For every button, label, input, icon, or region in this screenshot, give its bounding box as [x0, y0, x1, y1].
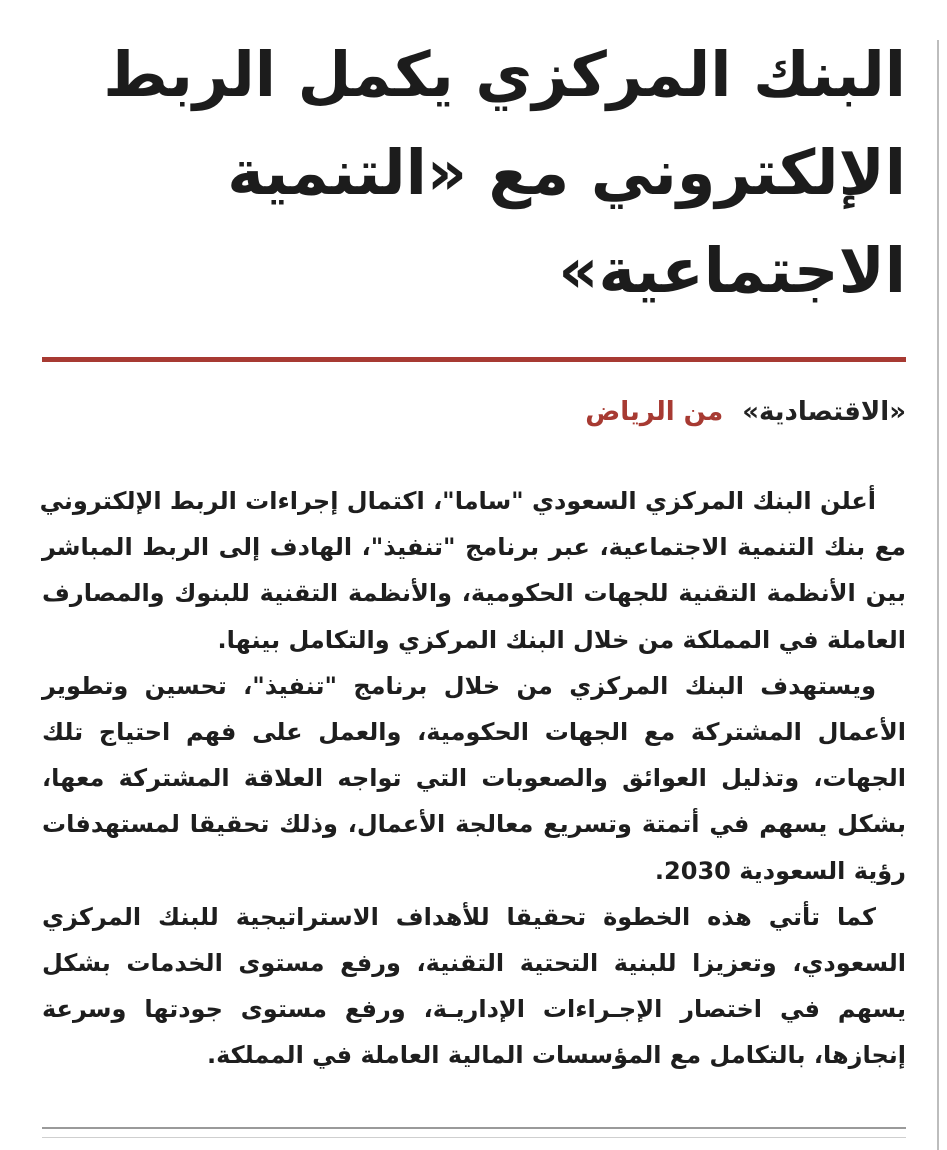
footer-divider-thin — [42, 1137, 906, 1138]
paragraph-line: السعودي، وتعزيزا للبنية التحتية التقنية، ورفع مستوى الخدمات بشكل — [42, 949, 906, 978]
paragraph-line: مع بنك التنمية الاجتماعية، عبر برنامج "تنفيذ"، الهادف إلى الربط المباشر — [42, 533, 906, 562]
page-edge-line — [937, 40, 939, 1150]
paragraph-2 — [42, 663, 906, 894]
paragraph-line: كما تأتي هذه الخطوة تحقيقا للأهداف الاستراتيجية للبنك المركزي — [42, 902, 876, 931]
article-body — [39, 478, 906, 1079]
paragraph-line: الأعمال المشتركة مع الجهات الحكومية، والعمل على فهم احتياج تلك — [42, 718, 906, 747]
headline-line-1: البنك المركزي يكمل الربط — [103, 38, 906, 111]
headline-line-2: الإلكتروني مع «التنمية — [227, 136, 906, 209]
article — [39, 0, 906, 1070]
paragraph-line: أعلن البنك المركزي السعودي "ساما"، اكتمال إجراءات الربط الإلكتروني — [39, 487, 876, 515]
paragraph-line: إنجازها، بالتكامل مع المؤسسات المالية العاملة في المملكة. — [206, 1041, 906, 1070]
paragraph-line: يسهم في اختصار الإجـراءات الإداريـة، ورفع مستوى جودتها وسرعة — [42, 995, 906, 1024]
paragraph-line: الجهات، وتذليل العوائق والصعوبات التي تواجه العلاقة المشتركة معها، — [42, 764, 906, 793]
headline-line-3: الاجتماعية» — [558, 234, 906, 307]
paragraph-line: بشكل يسهم في أتمتة وتسريع معالجة الأعمال، وذلك تحقيقا لمستهدفات — [42, 810, 906, 839]
paragraph-line: العاملة في المملكة من خلال البنك المركزي والتكامل بينها. — [217, 625, 906, 654]
paragraph-1 — [39, 478, 906, 663]
paragraph-line: ويستهدف البنك المركزي من خلال برنامج "تنفيذ"، تحسين وتطوير — [42, 671, 876, 700]
byline-place: من الرياض — [585, 397, 724, 427]
paragraph-line: رؤية السعودية 2030. — [654, 856, 906, 885]
byline — [585, 392, 906, 432]
footer-divider — [42, 1127, 906, 1129]
paragraph-line: بين الأنظمة التقنية للجهات الحكومية، والأنظمة التقنية للبنوك والمصارف — [42, 579, 906, 608]
paragraph-3 — [42, 894, 906, 1079]
headline — [42, 0, 906, 320]
headline-divider — [42, 357, 906, 362]
byline-source: «الاقتصادية» — [742, 397, 906, 427]
